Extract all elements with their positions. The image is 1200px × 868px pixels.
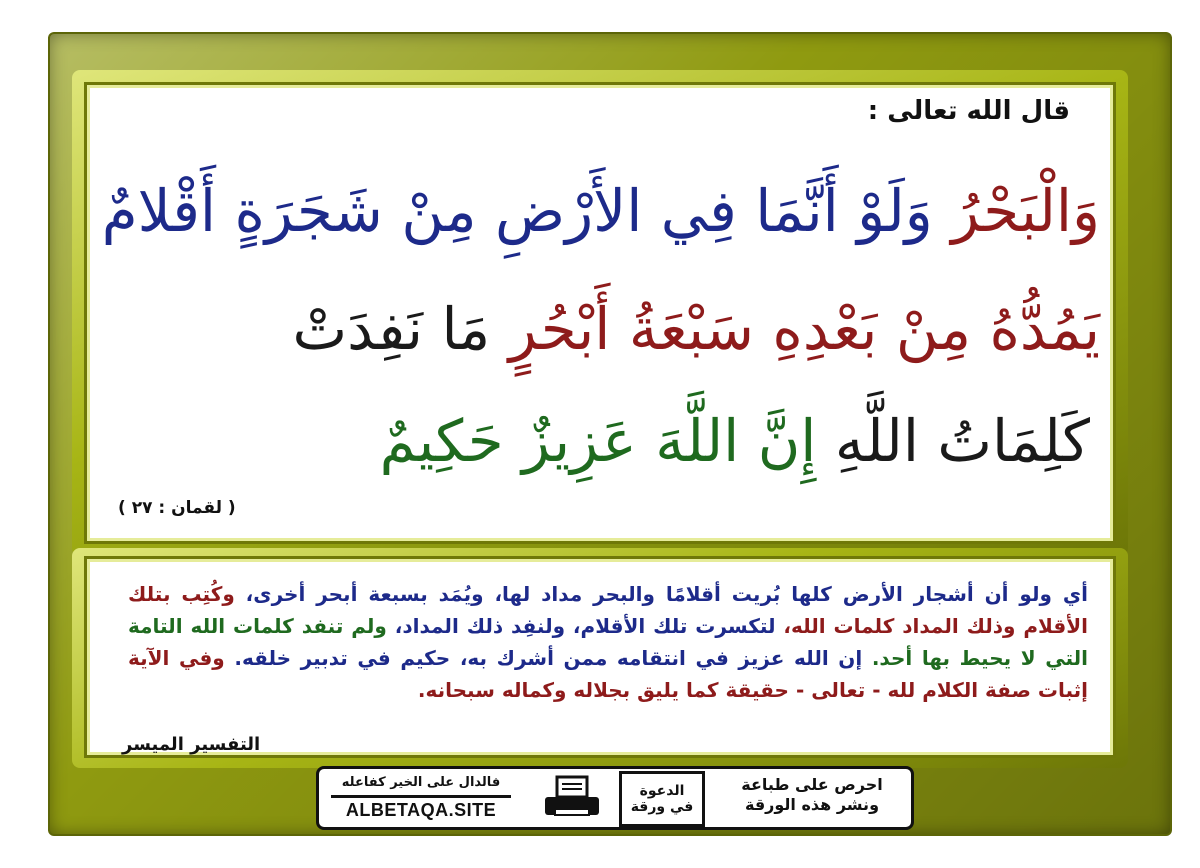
tafsir-source: التفسير الميسر xyxy=(122,734,261,755)
tafsir-segment: أي ولو أن أشجار الأرض كلها بُريت أقلامًا والبحر مداد لها، ويُمَد بسبعة أبحر أخرى، xyxy=(234,582,1088,606)
dawa-logo xyxy=(619,771,705,827)
verse-line-3 xyxy=(379,407,1090,475)
verse-segment: وَالْبَحْرُ xyxy=(951,177,1100,245)
surah-reference: ( لقمان : ٢٧ ) xyxy=(118,498,236,518)
footer-motto: فالدال على الخير كفاعله xyxy=(341,775,501,790)
verse-segment: يَمُدُّهُ مِنْ بَعْدِهِ سَبْعَةُ أَبْحُرٍ xyxy=(508,295,1100,363)
logo-line: الدعوة xyxy=(639,783,685,799)
print-appeal-line: ونشر هذه الورقة xyxy=(744,795,880,814)
printer-icon xyxy=(541,775,603,825)
tafsir-segment: إن الله عزيز في انتقامه ممن أشرك به، حكيم في تدبير خلقه. xyxy=(224,646,863,670)
site-link[interactable]: ALBETAQA.SITE xyxy=(331,795,511,821)
verse-line-2 xyxy=(120,295,1100,363)
verse-intro: قال الله تعالى : xyxy=(867,96,1070,126)
verse-segment: كَلِمَاتُ اللَّهِ xyxy=(834,407,1090,475)
footer-site-block xyxy=(331,775,511,821)
tafsir-segment: لتكسرت تلك الأقلام، ولنفِد ذلك المداد، xyxy=(386,614,776,638)
tafsir-segment: ولم تنفد كلمات الله التامة التي لا يحيط بها أحد. xyxy=(128,614,1088,670)
print-appeal xyxy=(727,775,897,815)
tafsir-segment: وكُتِب بتلك الأقلام وذلك المداد كلمات الله، xyxy=(128,582,1089,638)
logo-line: في ورقة xyxy=(630,799,694,815)
tafsir-text xyxy=(128,578,1088,706)
verse-segment: إِنَّ اللَّهَ عَزِيزٌ حَكِيمٌ xyxy=(379,407,817,475)
verse-segment: وَلَوْ أَنَّمَا فِي الأَرْضِ مِنْ شَجَرَةٍ أَقْلامٌ xyxy=(101,177,933,245)
footer-banner xyxy=(316,766,914,830)
tafsir-segment: وفي الآية إثبات صفة الكلام لله - تعالى - حقيقة كما يليق بجلاله وكماله سبحانه. xyxy=(128,646,1088,702)
verse-line-1 xyxy=(101,177,1100,245)
print-appeal-line: احرص على طباعة xyxy=(741,775,883,794)
verse-segment: مَا نَفِدَتْ xyxy=(292,295,491,363)
